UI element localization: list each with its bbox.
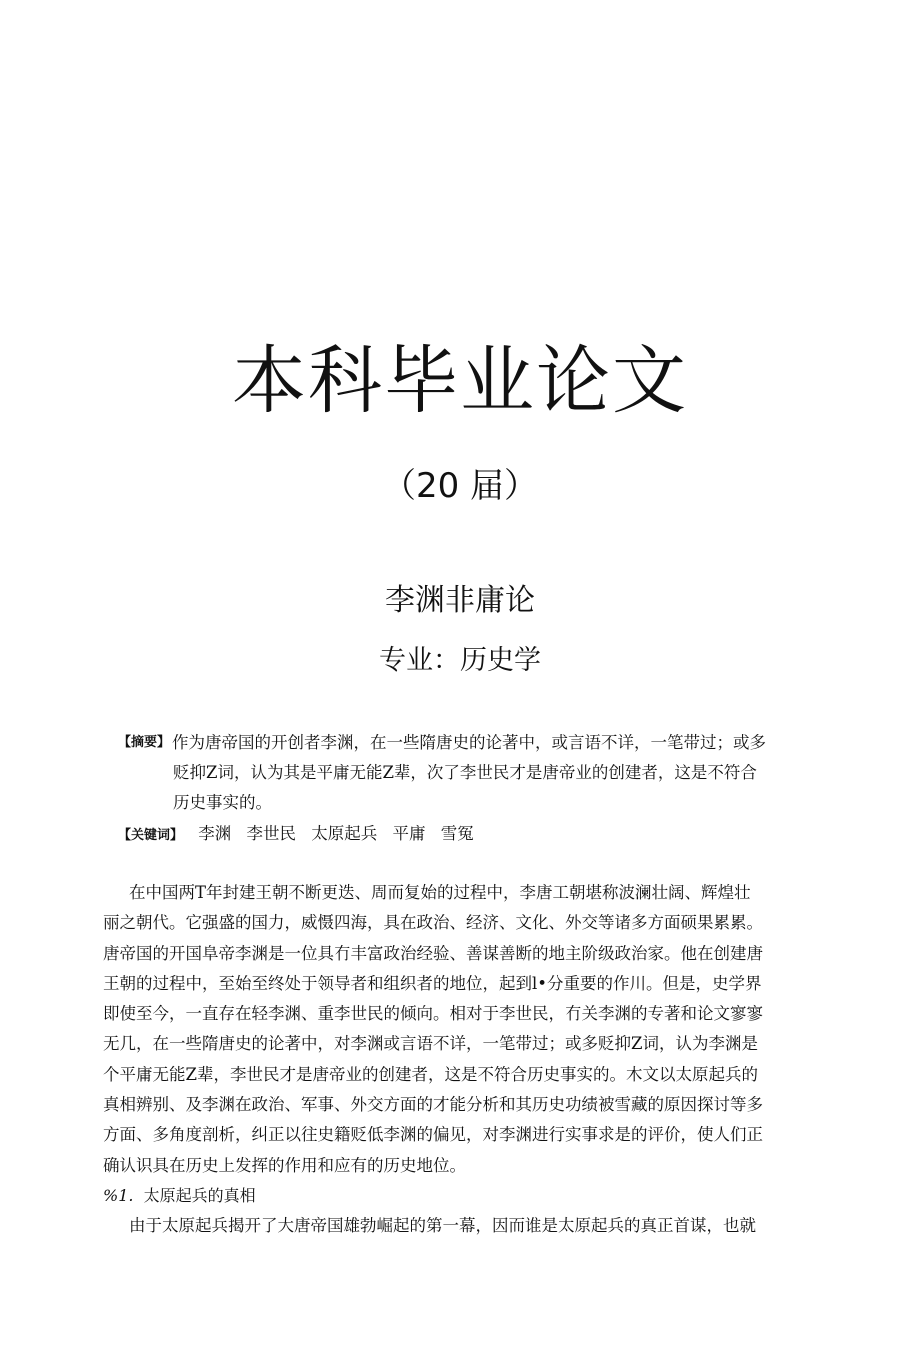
- abstract-line: 历史事实的。: [173, 793, 272, 812]
- keyword: 李世民: [246, 824, 297, 843]
- keyword: 李渊: [198, 824, 232, 843]
- body-line: 个平庸无能Z辈，李世民才是唐帝业的创建者，这是不符合历史事实的。木文以太原起兵的: [103, 1064, 758, 1084]
- section-number: %1.: [103, 1185, 134, 1205]
- abstract-line: 作为唐帝国的开创者李渊，在一些隋唐史的论著中，或言语不详，一笔带过；或多: [172, 733, 766, 752]
- keywords-label: 【关键词】: [118, 828, 184, 843]
- body-line: 唐帝国的开国阜帝李渊是一位具冇丰富政治经验、善谋善断的地主阶级政治家。他在创建唐: [103, 943, 763, 963]
- body-line: 丽之朝代。它强盛的国力，威慑四海，具在政治、经济、文化、外交等诸多方面硕果累累。: [103, 913, 763, 933]
- major-line: 专业：历史学: [379, 645, 541, 676]
- keyword: 平庸: [392, 824, 426, 843]
- body-line: 王朝的过程中，至始至终处于领导者和组织者的地位，起到l•分重要的作川。但是，史学界: [103, 973, 762, 993]
- body-text: [103, 878, 763, 1242]
- abstract-line: 贬抑Z词，认为其是平庸无能Z辈，次了李世民才是唐帝业的创建者，这是不符合: [173, 763, 757, 782]
- abstract-section: [118, 728, 766, 818]
- abstract-label: 【摘要】: [118, 735, 171, 750]
- body-line: 即使至今，一直存在轻李渊、重李世民的倾向。相对于李世民，冇关李渊的专著和论文寥寥: [103, 1004, 763, 1024]
- body-line: 由于太原起兵揭开了大唐帝国雄勃崛起的第一幕，因而谁是太原起兵的真正首谋，也就: [129, 1216, 756, 1236]
- graduation-year: （20 届）: [381, 466, 539, 506]
- body-line: 真相辨别、及李渊在政治、军事、外交方面的才能分析和其历史功绩被雪藏的原因探讨等多: [103, 1095, 763, 1115]
- section-heading: [103, 1181, 763, 1211]
- keyword: 太原起兵: [311, 824, 378, 843]
- body-line: 方面、多角度剖析，纠正以往史籍贬低李渊的偏见，对李渊进行实事求是的评价，使人们正: [103, 1125, 763, 1145]
- thesis-subtitle: 李渊非庸论: [385, 583, 535, 618]
- body-line: 确认识具在历史上发挥的作用和应有的历史地位。: [103, 1155, 466, 1175]
- keyword: 雪冤: [440, 824, 474, 843]
- body-line: 在中国两T年封建王朝不断更迭、周而复始的过程中，李唐工朝堪称波澜壮阔、辉煌壮: [129, 883, 751, 902]
- body-line: 无几，在一些隋唐史的论著中，对李渊或言语不详，一笔带过；或多贬抑Z词，认为李渊是: [103, 1034, 758, 1054]
- thesis-title: 本科毕业论文: [232, 338, 688, 424]
- keywords-section: [118, 820, 474, 844]
- section-heading-text: 太原起兵的真相: [143, 1185, 256, 1205]
